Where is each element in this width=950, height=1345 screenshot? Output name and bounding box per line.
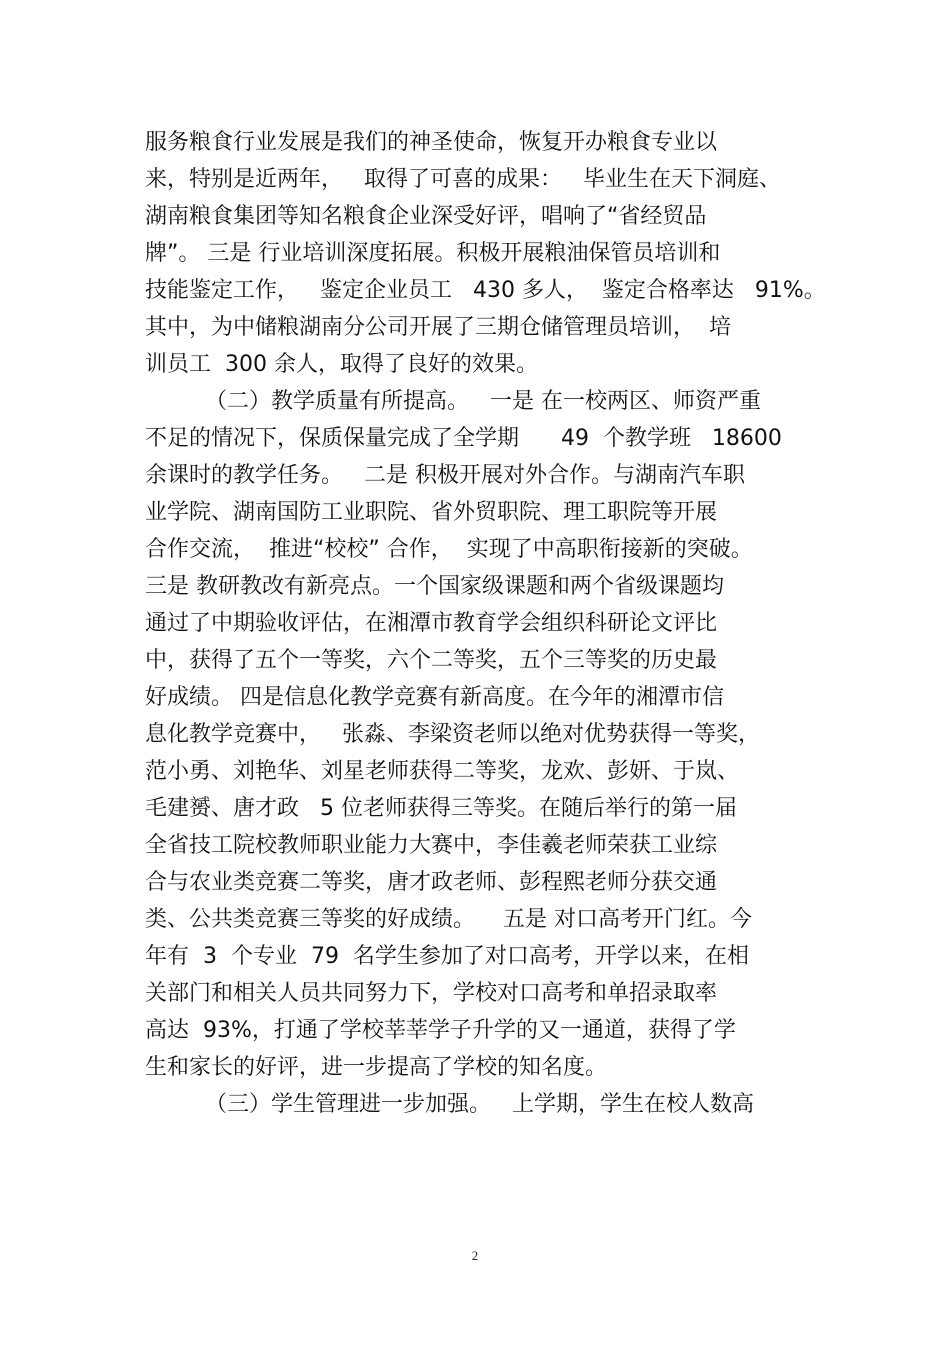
text-line: 范小勇、刘艳华、刘星老师获得二等奖，龙欢、彭妍、于岚、 [145, 759, 740, 784]
text-line: 湖南粮食集团等知名粮食企业深受好评，唱响了“省经贸品 [145, 204, 707, 229]
body-text [145, 124, 845, 1123]
text-line: 关部门和相关人员共同努力下，学校对口高考和单招录取率 [145, 981, 718, 1006]
text-line: 训员工 300 余人，取得了良好的效果。 [145, 352, 538, 377]
text-line: 技能鉴定工作， 鉴定企业员工 430 多人， 鉴定合格率达 91%。 [145, 278, 826, 303]
text-line: 合作交流， 推进“校校” 合作， 实现了中高职衔接新的突破。 [145, 537, 753, 562]
page-number: 2 [471, 1248, 479, 1263]
text-line: 不足的情况下，保质保量完成了全学期 49 个教学班 18600 [145, 426, 782, 451]
text-line: 生和家长的好评，进一步提高了学校的知名度。 [145, 1055, 608, 1080]
text-line: 来，特别是近两年， 取得了可喜的成果： 毕业生在天下洞庭、 [145, 167, 781, 192]
text-line: 合与农业类竞赛二等奖，唐才政老师、彭程熙老师分获交通 [145, 870, 718, 895]
text-line: 高达 93%，打通了学校莘莘学子升学的又一通道，获得了学 [145, 1018, 736, 1043]
text-line: 全省技工院校教师职业能力大赛中，李佳羲老师荣获工业综 [145, 833, 718, 858]
text-line: 通过了中期验收评估，在湘潭市教育学会组织科研论文评比 [145, 611, 718, 636]
section-heading-line: （三）学生管理进一步加强。 上学期，学生在校人数高 [205, 1092, 754, 1117]
text-line: 中，获得了五个一等奖，六个二等奖，五个三等奖的历史最 [145, 648, 718, 673]
text-line: 类、公共类竞赛三等奖的好成绩。 五是 对口高考开门红。今 [145, 907, 752, 932]
text-line: 好成绩。 四是信息化教学竞赛有新高度。在今年的湘潭市信 [145, 685, 724, 710]
text-line: 服务粮食行业发展是我们的神圣使命，恢复开办粮食专业以 [145, 130, 718, 155]
text-line: 其中，为中储粮湖南分公司开展了三期仓储管理员培训， 培 [145, 315, 731, 340]
text-line: 业学院、湖南国防工业职院、省外贸职院、理工职院等开展 [145, 500, 718, 525]
text-line: 余课时的教学任务。 二是 积极开展对外合作。与湖南汽车职 [145, 463, 745, 488]
text-line: 三是 教研教改有新亮点。一个国家级课题和两个省级课题均 [145, 574, 724, 599]
section-heading-line: （二）教学质量有所提高。 一是 在一校两区、师资严重 [205, 389, 761, 414]
text-line: 牌”。 三是 行业培训深度拓展。积极开展粮油保管员培训和 [145, 241, 721, 266]
text-line: 毛建赟、唐才政 5 位老师获得三等奖。在随后举行的第一届 [145, 796, 737, 821]
text-line: 年有 3 个专业 79 名学生参加了对口高考，开学以来，在相 [145, 944, 749, 969]
text-line: 息化教学竞赛中， 张淼、李梁资老师以绝对优势获得一等奖， [145, 722, 760, 747]
